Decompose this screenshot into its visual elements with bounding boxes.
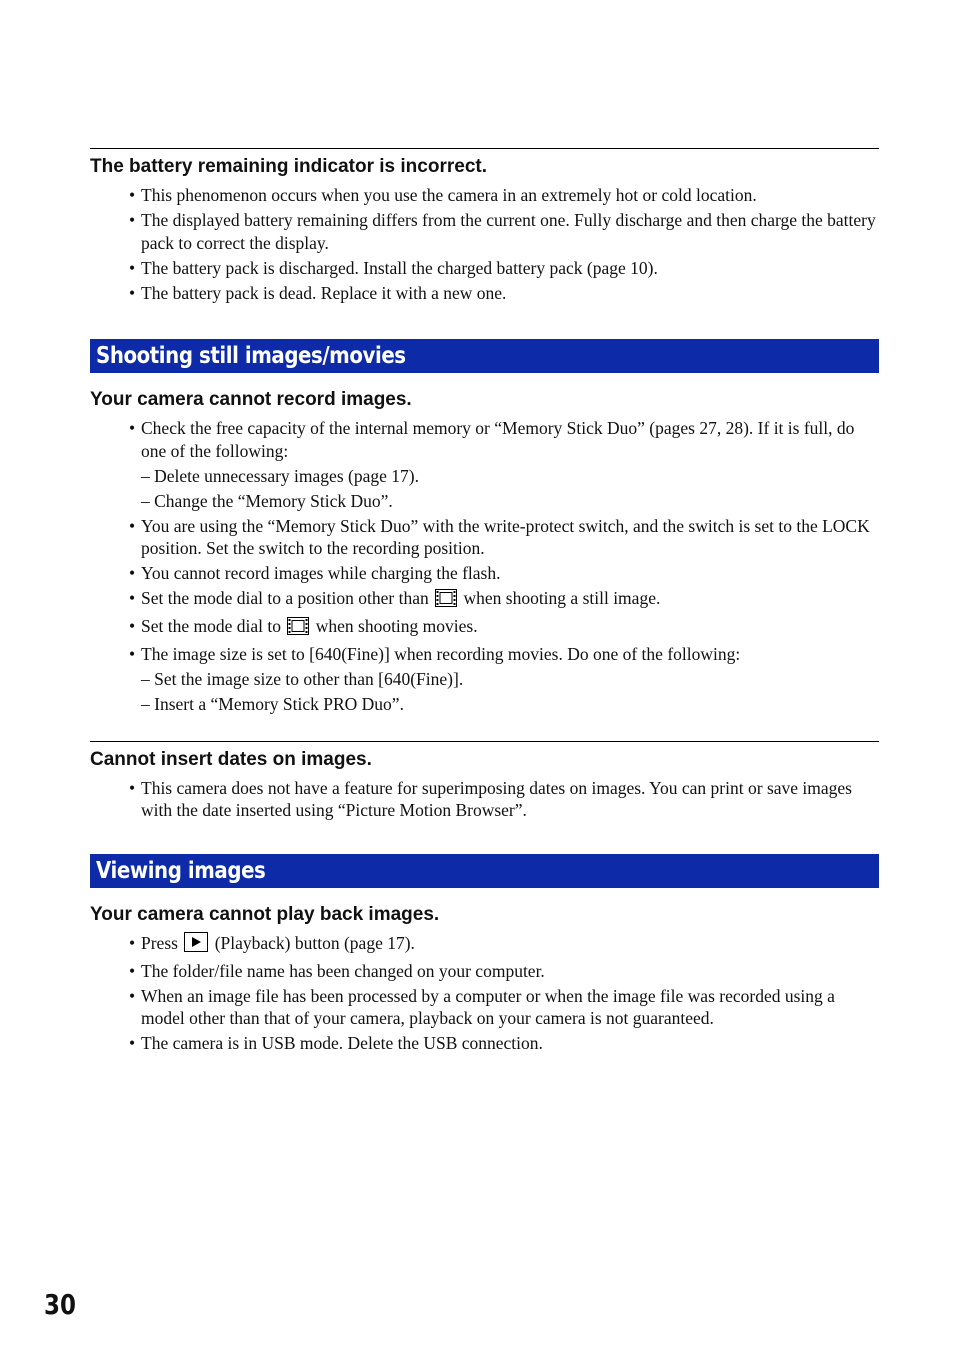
section-divider xyxy=(90,148,879,149)
list-item: • The battery pack is discharged. Install the charged battery pack (page 10). xyxy=(129,257,658,278)
dates-list xyxy=(90,777,879,822)
battery-list xyxy=(90,184,879,304)
record-list xyxy=(90,417,879,462)
sub-item: – Change the “Memory Stick Duo”. xyxy=(141,490,393,511)
list-item: • You are using the “Memory Stick Duo” with the write-protect switch, and the switch is set to the LOCK position. Set the switch to the recording position. xyxy=(129,515,870,558)
list-item: • Press (Playback) button (page 17). xyxy=(90,932,879,958)
list-item: • The folder/file name has been changed on your computer. xyxy=(129,960,545,981)
list-item: • Set the mode dial to a position other than when shooting a still image. xyxy=(90,587,879,613)
record-heading: Your camera cannot record images. xyxy=(90,389,412,410)
viewing-banner: Viewing images xyxy=(90,854,879,888)
list-item: • Set the mode dial to when shooting movies. xyxy=(90,615,879,641)
list-item: • The camera is in USB mode. Delete the USB connection. xyxy=(129,1033,543,1053)
list-item: • Check the free capacity of the internal memory or “Memory Stick Duo” (pages 27, 28). If it is full, do one of the following: xyxy=(129,418,855,461)
list-item: • The image size is set to [640(Fine)] when recording movies. Do one of the following: xyxy=(129,644,741,664)
list-item: • The displayed battery remaining differs from the current one. Fully discharge and then charge the battery pack to correct the display. xyxy=(129,210,876,253)
list-item: • You cannot record images while charging the flash. xyxy=(129,563,501,583)
shooting-banner: Shooting still images/movies xyxy=(90,339,879,373)
list-item: • When an image file has been processed by a computer or when the image file was recorded using a model other than that of your camera, playback on your camera is not guaranteed. xyxy=(129,985,835,1028)
list-item: • The battery pack is dead. Replace it with a new one. xyxy=(129,282,507,303)
playback-list xyxy=(90,932,879,1055)
sub-item: – Set the image size to other than [640(Fine)]. xyxy=(141,669,464,689)
record-list-2 xyxy=(90,515,879,666)
page-content xyxy=(90,148,879,1057)
sub-item: – Delete unnecessary images (page 17). xyxy=(141,465,419,486)
battery-heading: The battery remaining indicator is incorrect. xyxy=(90,156,487,177)
page-number: 30 xyxy=(44,1288,76,1321)
playback-heading: Your camera cannot play back images. xyxy=(90,903,440,925)
playback-button-icon xyxy=(184,932,208,958)
sub-item: – Insert a “Memory Stick PRO Duo”. xyxy=(141,694,404,714)
movie-film-icon xyxy=(435,589,457,613)
list-item: • This phenomenon occurs when you use the camera in an extremely hot or cold location. xyxy=(129,185,757,205)
dates-heading: Cannot insert dates on images. xyxy=(90,748,372,770)
list-item: • This camera does not have a feature for superimposing dates on images. You can print or save images with the date inserted using “Picture Motion Browser”. xyxy=(129,777,852,820)
section-divider xyxy=(90,741,879,742)
movie-film-icon xyxy=(287,617,309,641)
